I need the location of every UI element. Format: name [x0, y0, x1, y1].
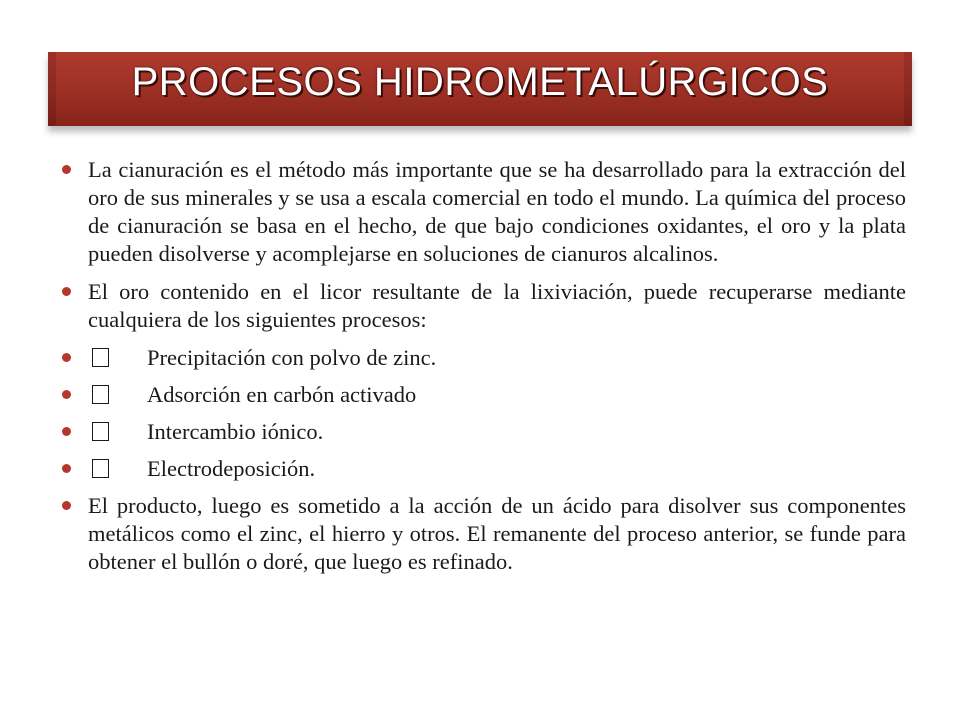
bullet-dot-icon: [62, 427, 71, 436]
list-item: [60, 492, 906, 576]
bullet-text: Adsorción en carbón activado: [147, 382, 417, 407]
list-item: [60, 418, 906, 446]
empty-box-icon: [92, 348, 109, 367]
list-item: [60, 344, 906, 372]
empty-box-icon: [92, 459, 109, 478]
bullet-dot-icon: [62, 501, 71, 510]
bullet-dot-icon: [62, 287, 71, 296]
title-banner: [48, 52, 912, 126]
slide-title: PROCESOS HIDROMETALÚRGICOS: [131, 60, 829, 104]
list-item: [60, 381, 906, 409]
bullet-text: El oro contenido en el licor resultante de la lixiviación, puede recuperarse mediante cualquiera de los siguientes procesos:: [88, 279, 906, 332]
bullet-dot-icon: [62, 390, 71, 399]
list-item: [60, 455, 906, 483]
empty-box-icon: [92, 422, 109, 441]
list-item: [60, 278, 906, 334]
slide-body: [60, 156, 906, 586]
list-item: [60, 156, 906, 268]
empty-box-icon: [92, 385, 109, 404]
bullet-text: Precipitación con polvo de zinc.: [147, 345, 437, 370]
bullet-dot-icon: [62, 165, 71, 174]
bullet-text: La cianuración es el método más importante que se ha desarrollado para la extracción del oro de sus minerales y se usa a escala comercial en todo el mundo. La química del proceso de cianuración se basa en el hecho, de que bajo condiciones oxidantes, el oro y la plata pueden disolverse y acomplejarse en soluciones de cianuros alcalinos.: [88, 157, 906, 266]
bullet-text: Intercambio iónico.: [147, 419, 324, 444]
bullet-dot-icon: [62, 464, 71, 473]
bullet-text: El producto, luego es sometido a la acción de un ácido para disolver sus componentes metálicos como el zinc, el hierro y otros. El remanente del proceso anterior, se funde para obtener el bullón o doré, que luego es refinado.: [88, 493, 906, 574]
bullet-text: Electrodeposición.: [147, 456, 316, 481]
bullet-dot-icon: [62, 353, 71, 362]
